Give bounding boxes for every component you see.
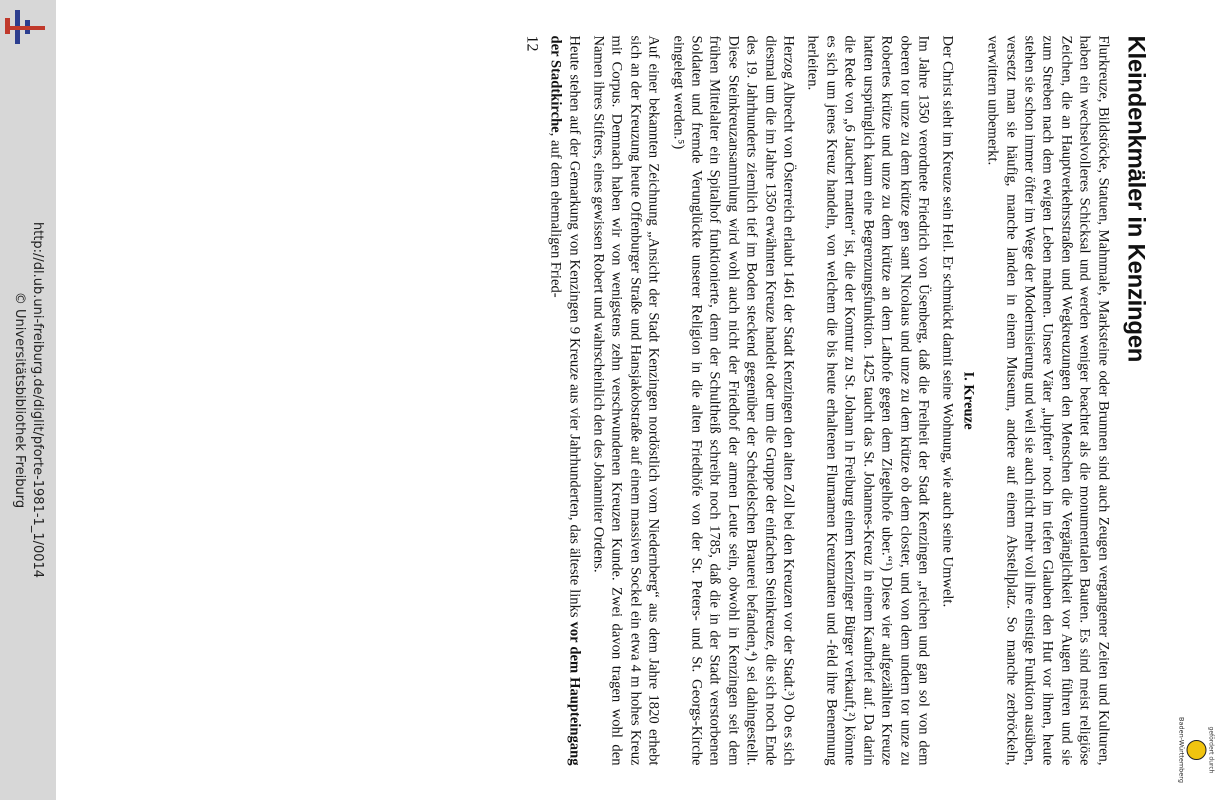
state-coat-of-arms-icon bbox=[1187, 740, 1207, 760]
document-page bbox=[100, 30, 1150, 770]
paragraph-5-start: Heute stehen auf der Gemarkung von Kenzingen 9 Kreuze aus vier Jahrhunderten, das älteste links bbox=[566, 35, 583, 622]
paragraph-5-bold: vor dem Haupteingang der Stadtkirche bbox=[547, 35, 583, 766]
url-caption bbox=[10, 222, 46, 578]
paragraph-4: Auf einer bekannten Zeichnung „Ansicht der Stadt Kenzingen nordöstlich vom Niedernberg“ aus dem Jahre 1820 erhebt sich an der Kreuzung heute Offenburger Straße und Hansjakobstraße auf einem massiven Sockel ein etwa 4 m hohes Kreuz mit Corpus. Demnach haben wir von wenigstens zehn verschwundenen Kreuzen Kunde. Zwei davon tragen wohl den Namen ihres Stifters, eines gewissen Robert und wahrscheinlich den des Johanniter Ordens. bbox=[590, 35, 662, 766]
copyright-notice: © Universitätsbibliothek Freiburg bbox=[12, 291, 27, 509]
source-url[interactable]: http://dl.ub.uni-freiburg.de/diglit/pforte-1981-1_1/0014 bbox=[30, 221, 45, 579]
paragraph-1: Der Christ sieht im Kreuze sein Heil. Er schmückt damit seine Wohnung, wie auch seine Umwelt. bbox=[939, 35, 956, 608]
paragraph-5 bbox=[546, 36, 583, 766]
page-number: 12 bbox=[523, 35, 541, 52]
sponsor-caption: gefördert durch bbox=[1207, 726, 1215, 774]
intro-paragraph: Flurkreuze, Bildstöcke, Statuen, Mahnmale, Marksteine oder Brunnen sind auch Zeugen vergangener Zeiten und Kulturen, haben ein wechselvolleres Schicksal und werden weniger beachtet als die monumentalen Bauten. Es sind meist religiöse Zeichen, die an Hauptverkehrsstraßen und Wegkreuzungen den Menschen die Vergänglichkeit vor Augen führen und sie zum Streben nach dem ewigen Leben mahnen. Unsere Väter „lupften“ noch im tiefen Glauben den Hut vor ihnen, heute stehen sie schon immer öfter im Wege der Modernisierung und weil sie auch nicht mehr voll ihre einstige Funktion ausüben, versetzt man sie häufig, manche landen in einem Museum, andere auf einem Abstellplatz. So manche zerbröckeln, verwittern unbemerkt. bbox=[984, 35, 1112, 766]
paragraph-5-end: , auf dem ehemaligen Fried- bbox=[547, 132, 564, 298]
rotated-page-content bbox=[100, 35, 1150, 766]
section-heading: I. Kreuze bbox=[960, 371, 977, 430]
paragraph-2: Im Jahre 1350 verordnete Friedrich von Üsenberg, daß die Freiheit der Stadt Kenzingen „reichen und gan sol von dem oberen tor unze zu dem krütze gen sant Nicolaus und unze zu dem krütze ob dem closter, und von dem undern tor unze zu Robertes krütze und unze zu dem krütze an dem Lathofe gegen dem Ziegelhofe uber.“¹) Diese vier aufgezählten Kreuze hatten ursprünglich kaum eine Begrenzungsfunktion. 1425 taucht das St. Johannes-Kreuz in einem Kaufbrief auf. Da darin die Rede von „6 Jauchert matten“ ist, die der Komtur zu St. Johann in Freiburg einem Kenzinger Bürger verkauft,²) könnte es sich um jenes Kreuz handeln, von welchem die bis heute erhaltenen Flurnamen Kreuzmatten und -feld ihre Benennung herleiten. bbox=[805, 35, 932, 766]
sponsor-badge bbox=[1176, 700, 1216, 800]
paragraph-3: Herzog Albrecht von Österreich erlaubt 1461 der Stadt Kenzingen den alten Zoll bei den Kreuzen vor der Stadt.³) Ob es sich diesmal um die im Jahre 1350 erwähnten Kreuze handelt oder um die Gruppe der einfachen Steinkreuze, die sich noch Ende des 19. Jahrhunderts ziemlich tief im Boden steckend gegenüber der Scheidelschen Brauerei befanden,⁴) sei dahingestellt. Diese Steinkreuzansammlung wird wohl auch nicht der Friedhof der armen Leute sein, obwohl in Kenzingen seit dem frühen Mittelalter ein Spitalhof funktionierte, denn der Schultheiß schreibt noch 1785, daß die in der Stadt verstorbenen Soldaten und fremde Verunglückte unserer Religion in die alten Friedhöfe von der St. Peters- und St. Georgs-Kirche eingelegt werden.⁵) bbox=[670, 35, 797, 766]
sponsor-name: Baden-Württemberg bbox=[1177, 717, 1186, 783]
viewer-sidebar bbox=[0, 0, 56, 800]
page-title: Kleindenkmäler in Kenzingen bbox=[1122, 35, 1150, 363]
